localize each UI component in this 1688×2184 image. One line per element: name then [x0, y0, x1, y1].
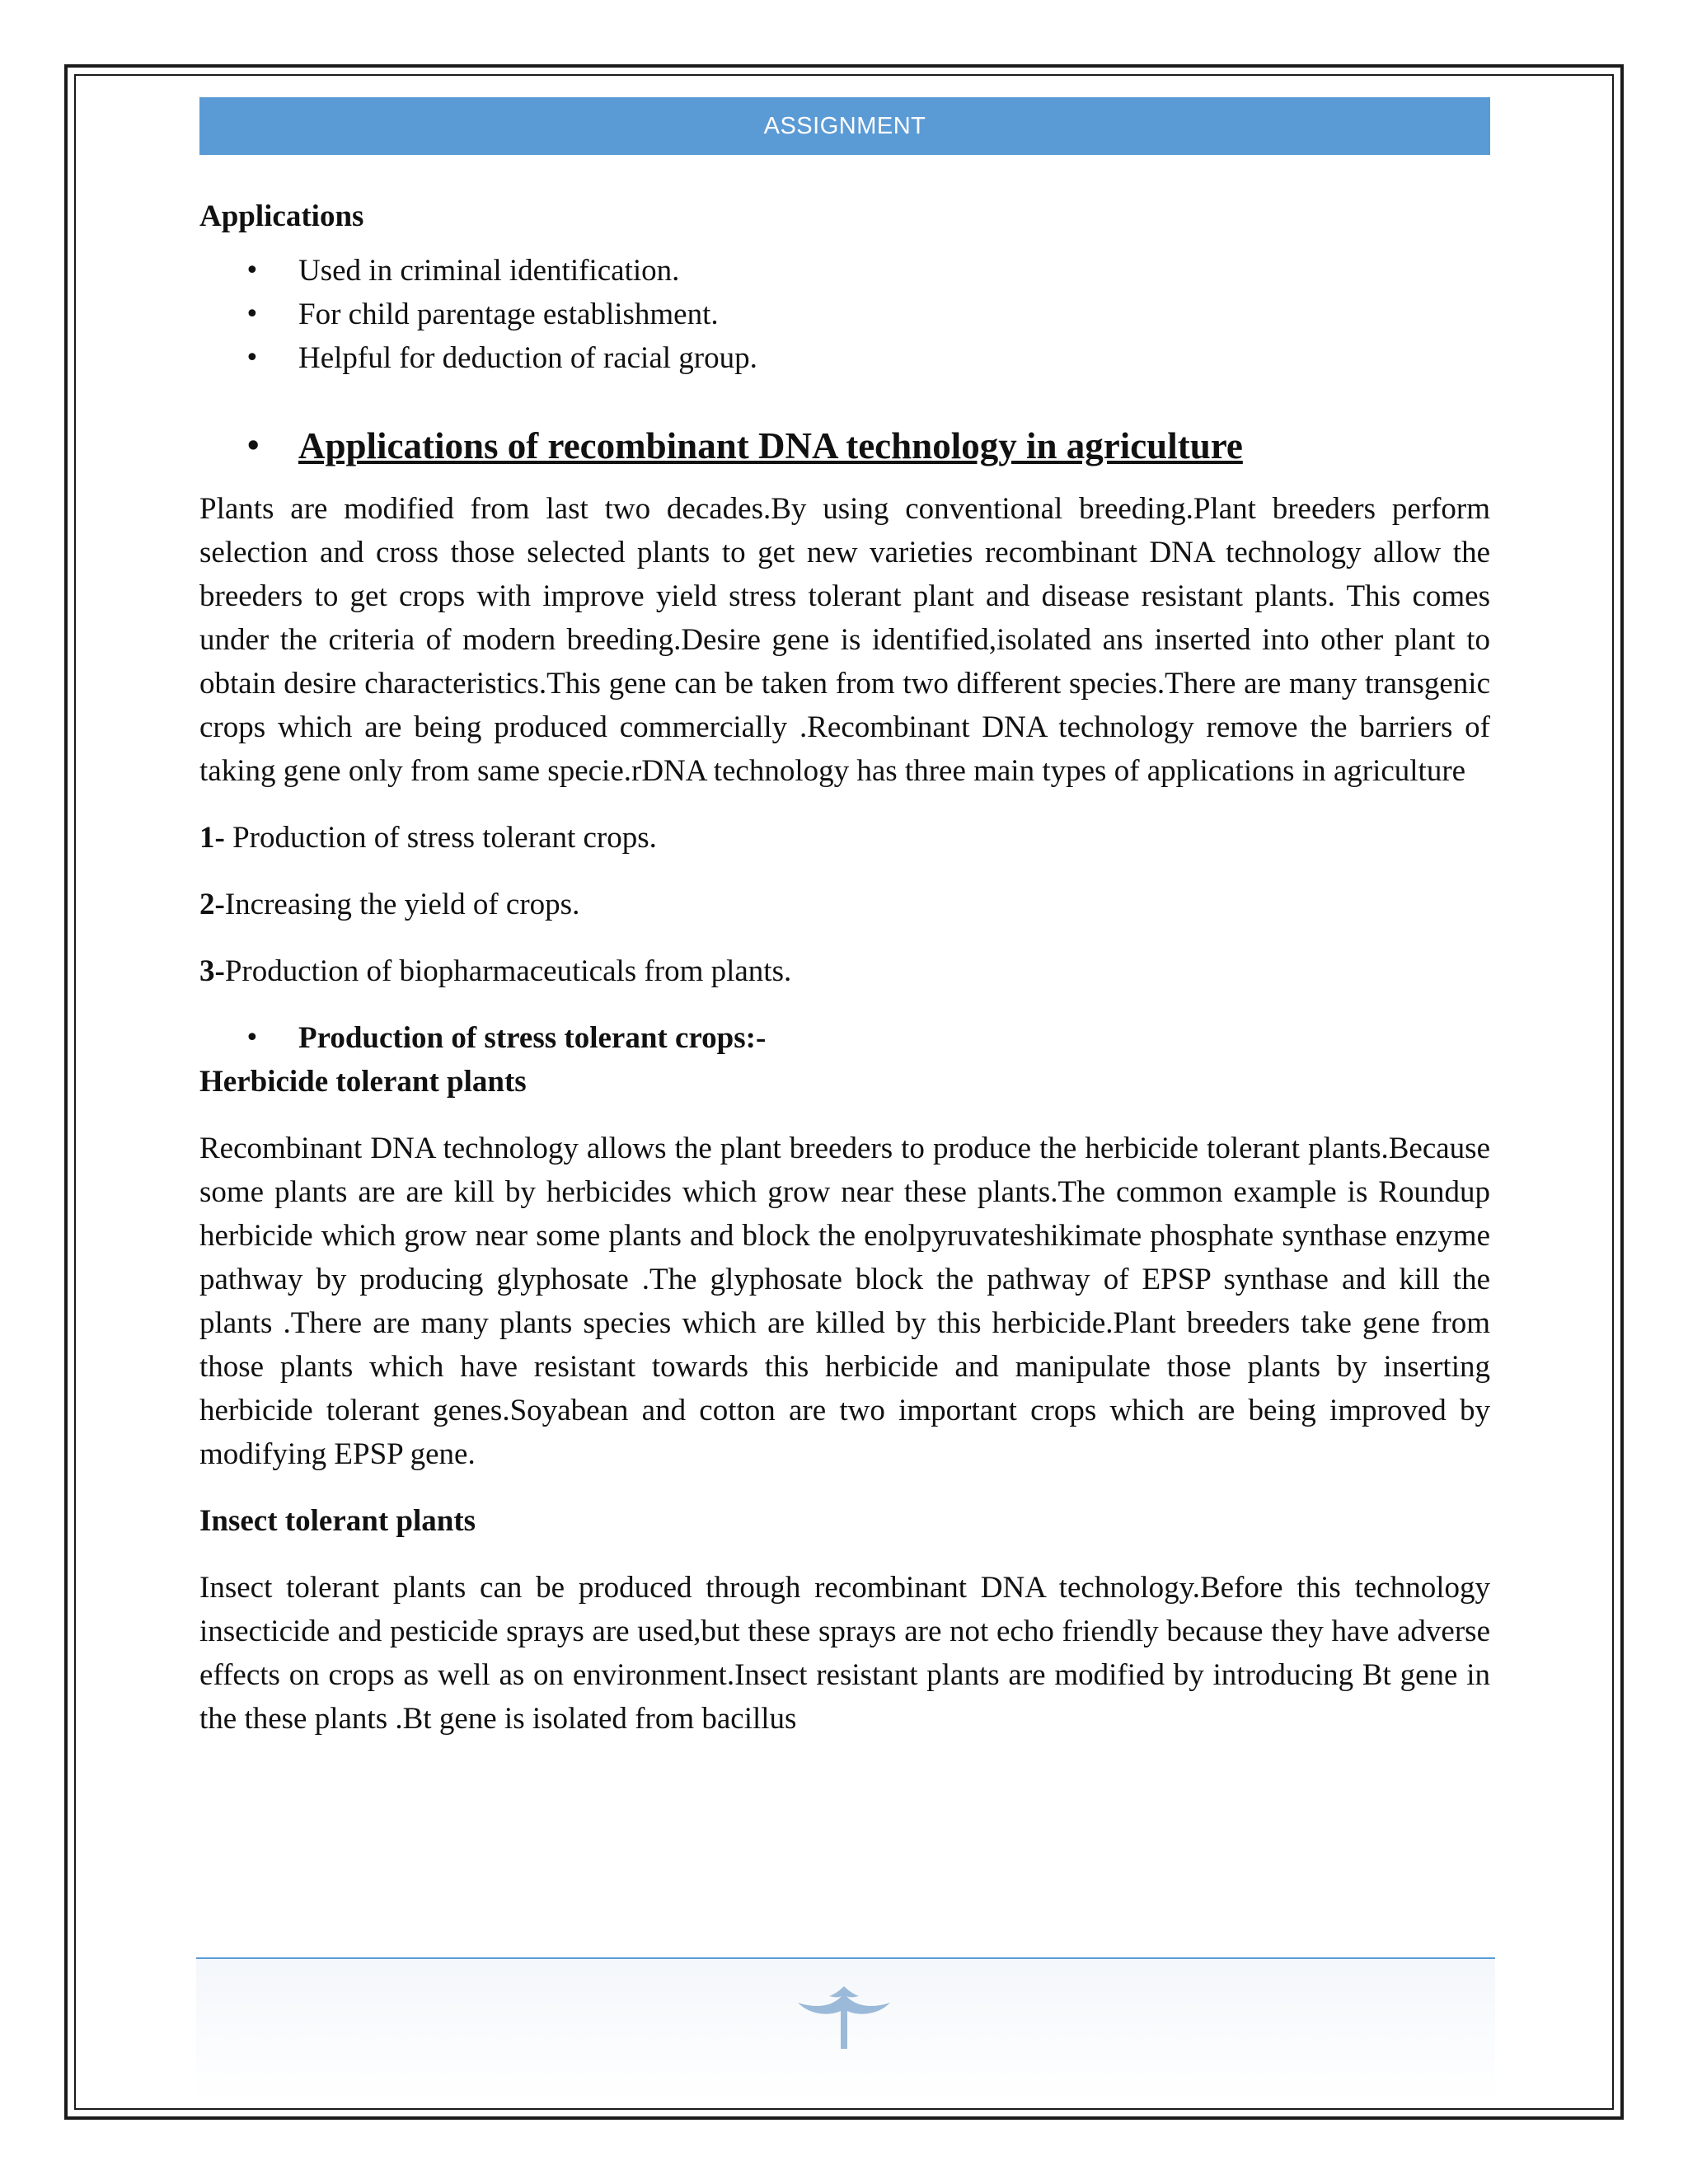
item-text: Production of biopharmaceuticals from plants.: [224, 954, 792, 988]
footer-divider: [196, 1957, 1495, 1959]
section-heading: • Applications of recombinant DNA technology in agriculture: [199, 416, 1490, 476]
applications-heading: Applications: [199, 199, 364, 233]
applications-list: [199, 249, 1490, 380]
document-body: [199, 191, 1490, 1741]
insect-paragraph: Insect tolerant plants can be produced through recombinant DNA technology.Before this technology insecticide and pesticide sprays are used,but these sprays are not echo friendly because they have adverse effects on crops as well as on environment.Insect resistant plants are modified by introducing Bt gene in the these plants .Bt gene is isolated from bacillus: [199, 1571, 1490, 1736]
list-item: • Used in criminal identification.: [199, 249, 1490, 293]
herbicide-heading: Herbicide tolerant plants: [199, 1065, 527, 1099]
intro-paragraph: Plants are modified from last two decades.By using conventional breeding.Plant breeders perform selection and cross those selected plants to get new varieties recombinant DNA technology allow the breeders to get crops with improve yield stress tolerant plant and disease resistant plants. This comes under the criteria of modern breeding.Desire gene is identified,isolated ans inserted into other plant to obtain desire characteristics.This gene can be taken from two different species.There are many transgenic crops which are being produced commercially .Recombinant DNA technology remove the barriers of taking gene only from same specie.rDNA technology has three main types of applications in agriculture: [199, 492, 1490, 788]
item-text: Production of stress tolerant crops.: [224, 821, 657, 855]
footer-logo-icon: [793, 1978, 895, 2052]
list-item: • Helpful for deduction of racial group.: [199, 336, 1490, 380]
insect-heading: Insect tolerant plants: [199, 1504, 476, 1538]
item-number: 1-: [199, 821, 225, 855]
numbered-item-3: [199, 949, 1490, 993]
numbered-item-2: [199, 883, 1490, 926]
item-number: 2-: [199, 888, 225, 921]
header-bar: ASSIGNMENT: [199, 97, 1490, 155]
numbered-item-1: [199, 816, 1490, 860]
list-item: • For child parentage establishment.: [199, 293, 1490, 336]
item-number: 3-: [199, 954, 225, 988]
herbicide-paragraph: Recombinant DNA technology allows the plant breeders to produce the herbicide tolerant plants.Because some plants are are kill by herbicides which grow near these plants.The common example is Roundup herbicide which grow near some plants and block the enolpyruvateshikimate phosphate synthase enzyme pathway by producing glyphosate .The glyphosate block the pathway of EPSP synthase and kill the plants .There are many plants species which are killed by this herbicide.Plant breeders take gene from those plants which have resistant towards this herbicide and manipulate those plants by inserting herbicide tolerant genes.Soyabean and cotton are two important crops which are being improved by modifying EPSP gene.: [199, 1132, 1490, 1471]
stress-heading: • Production of stress tolerant crops:-: [199, 1016, 1490, 1060]
item-text: Increasing the yield of crops.: [224, 888, 580, 921]
